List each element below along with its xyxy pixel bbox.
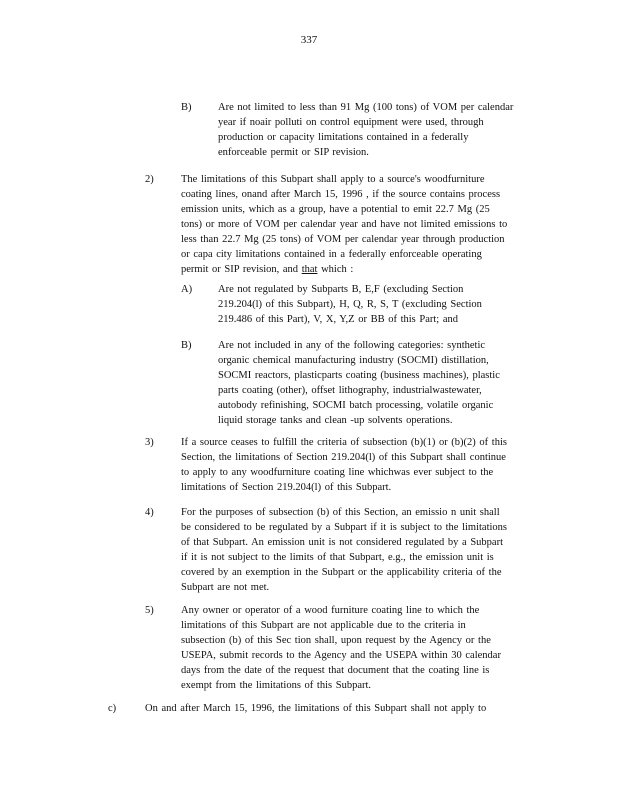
text-line: subsection (b) of this Sec tion shall, upon request by the Agency or the [181, 635, 491, 646]
text-line: enforceable permit or SIP revision. [218, 147, 369, 158]
item-label: 2) [145, 174, 154, 185]
page-number: 337 [300, 34, 318, 46]
text-line: exempt from the limitations of this Subpart. [181, 680, 372, 691]
text-line: limitations of this Subpart are not applicable due to the criteria in [181, 620, 466, 631]
text-line: autobody refinishing, SOCMI batch processing, volatile organic [218, 400, 494, 411]
item-label: B) [181, 340, 192, 351]
text-line: For the purposes of subsection (b) of this Section, an emissio n unit shall [181, 507, 500, 518]
item-label: B) [181, 102, 192, 113]
item-label: 4) [145, 507, 154, 518]
text-line: less than 22.7 Mg (25 tons) of VOM per calendar year through production [181, 234, 505, 245]
text-line: of that Subpart. An emission unit is not considered regulated by a Subpart [181, 537, 503, 548]
text-line: emission units, which as a group, have a potential to emit 22.7 Mg (25 [181, 204, 490, 215]
text-line: 219.204(l) of this Subpart), H, Q, R, S, T (excluding Section [218, 299, 482, 310]
text-line: The limitations of this Subpart shall apply to a source's woodfurniture [181, 174, 485, 185]
item-label: 5) [145, 605, 154, 616]
item-text [181, 172, 541, 277]
text-line: to apply to any woodfurniture coating line whichwas ever subject to the [181, 467, 494, 478]
text-line: On and after March 15, 1996, the limitations of this Subpart shall not apply to [145, 703, 487, 714]
text-line: covered by an exemption in the Subpart or the applicability criteria of the [181, 567, 502, 578]
text-line: tons) or more of VOM per calendar year and have not limited emissions to [181, 219, 508, 230]
text-line: be considered to be regulated by a Subpart if it is subject to the limitations [181, 522, 508, 533]
text-line: organic chemical manufacturing industry (SOCMI) distillation, [218, 355, 489, 366]
text-line [181, 262, 541, 277]
text-line: Are not regulated by Subparts B, E,F (excluding Section [218, 284, 464, 295]
item-text [145, 701, 525, 716]
underlined-word: that [301, 264, 318, 275]
text-line: if it is not subject to the limits of that Subpart, e.g., the emission unit is [181, 552, 494, 563]
item-text [181, 505, 541, 595]
item-label: A) [181, 284, 193, 295]
text-line: or capa city limitations contained in a federally enforceable operating [181, 249, 482, 260]
item-label: c) [108, 703, 117, 714]
item-text [181, 435, 541, 495]
text-line: production or capacity limitations contained in a federally [218, 132, 469, 143]
text-line: Any owner or operator of a wood furniture coating line to which the [181, 605, 480, 616]
item-text [218, 100, 536, 160]
text-line: SOCMI reactors, plasticparts coating (business machines), plastic [218, 370, 500, 381]
item-text [218, 338, 538, 428]
text-segment: permit or SIP revision, and [181, 264, 302, 275]
text-line: Are not included in any of the following categories: synthetic [218, 340, 486, 351]
text-line: liquid storage tanks and clean -up solvents operations. [218, 415, 453, 426]
text-line: Are not limited to less than 91 Mg (100 tons) of VOM per calendar [218, 102, 514, 113]
text-line: Subpart are not met. [181, 582, 270, 593]
text-line: limitations of Section 219.204(l) of this Subpart. [181, 482, 392, 493]
text-line: parts coating (other), offset lithography, industrialwastewater, [218, 385, 482, 396]
text-segment: which : [317, 264, 354, 275]
text-line: year if noair polluti on control equipment were used, through [218, 117, 484, 128]
text-line: coating lines, onand after March 15, 1996 , if the source contains process [181, 189, 501, 200]
text-line: 219.486 of this Part), V, X, Y,Z or BB of this Part; and [218, 314, 458, 325]
item-text [181, 603, 541, 693]
text-line: If a source ceases to fulfill the criteria of subsection (b)(1) or (b)(2) of this [181, 437, 507, 448]
item-text [218, 282, 518, 327]
text-line: days from the date of the request that document that the coating line is [181, 665, 490, 676]
item-label: 3) [145, 437, 154, 448]
text-line: USEPA, submit records to the Agency and the USEPA within 30 calendar [181, 650, 501, 661]
text-line: Section, the limitations of Section 219.204(l) of this Subpart shall continue [181, 452, 506, 463]
